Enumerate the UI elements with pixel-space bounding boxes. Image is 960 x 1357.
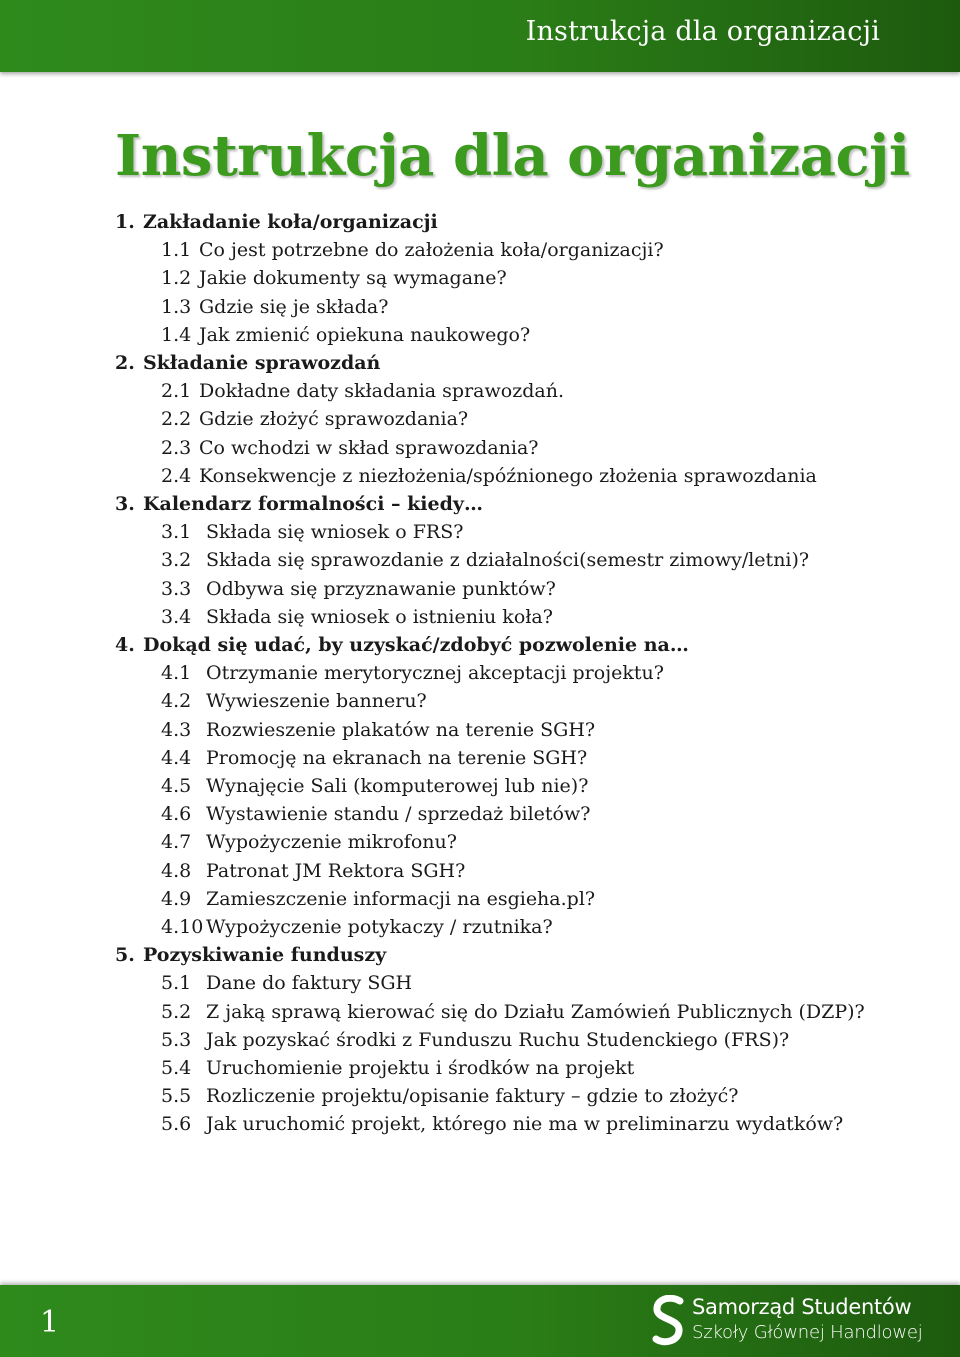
toc-item: [161, 800, 590, 828]
toc-number: 2.4: [161, 464, 192, 487]
toc-text: Składa się wniosek o FRS?: [206, 521, 464, 544]
toc-item: [161, 998, 865, 1026]
toc-number: 5.: [115, 944, 135, 967]
toc-text: Zakładanie koła/organizacji: [143, 211, 438, 233]
toc-item: [161, 913, 553, 941]
toc-text: Otrzymanie merytorycznej akceptacji projektu?: [206, 662, 664, 685]
toc-item: [161, 377, 564, 405]
toc-number: 3.4: [161, 605, 192, 628]
toc-text: Konsekwencje z niezłożenia/spóźnionego złożenia sprawozdania: [199, 464, 817, 487]
toc-text: Jak pozyskać środki z Funduszu Ruchu Studenckiego (FRS)?: [206, 1028, 790, 1051]
toc-text: Rozliczenie projektu/opisanie faktury – gdzie to złożyć?: [206, 1085, 739, 1108]
toc-text: Składa się sprawozdanie z działalności(semestr zimowy/letni)?: [206, 549, 810, 572]
document-title: Instrukcja dla organizacji: [115, 123, 910, 189]
toc-text: Uruchomienie projektu i środków na projekt: [206, 1057, 635, 1079]
toc-number: 4.: [115, 634, 135, 656]
toc-item: [161, 405, 468, 433]
toc-item: [161, 293, 388, 321]
header-title: Instrukcja dla organizacji: [525, 16, 880, 47]
toc-text: Rozwieszenie plakatów na terenie SGH?: [206, 718, 596, 741]
toc-item: [161, 828, 457, 856]
toc-text: Promocję na ekranach na terenie SGH?: [206, 746, 588, 769]
toc-number: 2.1: [161, 380, 192, 403]
toc-number: 3.2: [161, 549, 192, 572]
toc-item: [161, 1082, 739, 1110]
toc-text: Jak zmienić opiekuna naukowego?: [199, 323, 531, 346]
toc-number: 5.6: [161, 1113, 192, 1136]
toc-section: [115, 208, 438, 236]
toc-text: Dokładne daty składania sprawozdań.: [199, 380, 564, 403]
toc-item: [161, 1026, 789, 1054]
toc-text: Składanie sprawozdań: [143, 352, 381, 374]
toc-text: Odbywa się przyznawanie punktów?: [206, 577, 556, 600]
toc-number: 2.2: [161, 408, 192, 431]
toc-number: 1.2: [161, 267, 192, 290]
toc-item: [161, 321, 530, 349]
toc-item: [161, 659, 664, 687]
toc-section: [115, 490, 483, 518]
toc-number: 5.1: [161, 972, 192, 995]
toc-number: 4.10: [161, 916, 204, 938]
toc-text: Z jaką sprawą kierować się do Działu Zamówień Publicznych (DZP)?: [206, 1000, 865, 1023]
toc-text: Co wchodzi w skład sprawozdania?: [199, 436, 539, 459]
toc-number: 4.9: [161, 887, 192, 910]
toc-number: 1.: [115, 211, 135, 233]
toc-section: [115, 631, 689, 659]
toc-item: [161, 575, 556, 603]
toc-section: [115, 941, 386, 969]
toc-text: Gdzie złożyć sprawozdania?: [199, 408, 469, 431]
toc-item: [161, 857, 465, 885]
toc-item: [161, 546, 809, 574]
toc-number: 4.1: [161, 662, 192, 685]
toc-text: Gdzie się je składa?: [199, 295, 389, 318]
toc-number: 3.3: [161, 577, 192, 600]
toc-item: [161, 716, 595, 744]
sgh-s-logo-icon: [652, 1295, 686, 1347]
toc-item: [161, 969, 412, 997]
toc-text: Wynajęcie Sali (komputerowej lub nie)?: [206, 775, 589, 797]
toc-text: Patronat JM Rektora SGH?: [206, 859, 466, 882]
toc-number: 3.: [115, 493, 135, 515]
toc-item: [161, 236, 664, 264]
toc-text: Zamieszczenie informacji na esgieha.pl?: [206, 887, 596, 910]
toc-item: [161, 603, 553, 631]
toc-text: Wywieszenie banneru?: [206, 690, 427, 713]
toc-number: 4.2: [161, 690, 192, 713]
toc-item: [161, 1054, 634, 1082]
toc-number: 4.6: [161, 803, 192, 826]
toc-number: 3.1: [161, 521, 192, 544]
toc-text: Co jest potrzebne do założenia koła/organizacji?: [199, 239, 664, 262]
toc-item: [161, 1110, 843, 1138]
toc-number: 1.3: [161, 295, 192, 318]
toc-item: [161, 772, 588, 800]
toc-text: Jakie dokumenty są wymagane?: [199, 267, 507, 290]
samorzad-logo: [652, 1293, 952, 1349]
toc-text: Jak uruchomić projekt, którego nie ma w preliminarzu wydatków?: [206, 1113, 844, 1136]
toc-number: 5.2: [161, 1000, 192, 1023]
toc-number: 2.3: [161, 436, 192, 459]
toc-number: 4.8: [161, 859, 192, 882]
toc-text: Kalendarz formalności – kiedy…: [143, 493, 483, 515]
toc-item: [161, 687, 427, 715]
toc-item: [161, 434, 539, 462]
toc-number: 4.3: [161, 718, 192, 741]
page-number: 1: [40, 1305, 60, 1340]
toc-number: 5.4: [161, 1057, 192, 1079]
toc-text: Pozyskiwanie funduszy: [143, 944, 387, 967]
toc-text: Wypożyczenie mikrofonu?: [206, 831, 457, 854]
toc-number: 1.4: [161, 323, 192, 346]
toc-number: 4.7: [161, 831, 192, 854]
toc-number: 4.5: [161, 775, 192, 797]
toc-number: 1.1: [161, 239, 192, 262]
toc-text: Składa się wniosek o istnieniu koła?: [206, 605, 553, 628]
logo-text-line1: Samorząd Studentów: [692, 1295, 912, 1319]
toc-item: [161, 518, 463, 546]
toc-section: [115, 349, 380, 377]
toc-number: 4.4: [161, 746, 192, 769]
toc-item: [161, 885, 595, 913]
toc-item: [161, 462, 817, 490]
toc-text: Dokąd się udać, by uzyskać/zdobyć pozwolenie na…: [143, 634, 689, 656]
toc-number: 5.3: [161, 1028, 192, 1051]
toc-number: 5.5: [161, 1085, 192, 1108]
toc-text: Wystawienie standu / sprzedaż biletów?: [206, 803, 591, 826]
toc-item: [161, 744, 587, 772]
toc-text: Dane do faktury SGH: [206, 972, 413, 995]
toc-text: Wypożyczenie potykaczy / rzutnika?: [206, 916, 553, 938]
toc-number: 2.: [115, 352, 135, 374]
logo-text-line2: Szkoły Głównej Handlowej: [692, 1322, 923, 1343]
header-band: [0, 0, 960, 72]
toc-item: [161, 264, 507, 292]
